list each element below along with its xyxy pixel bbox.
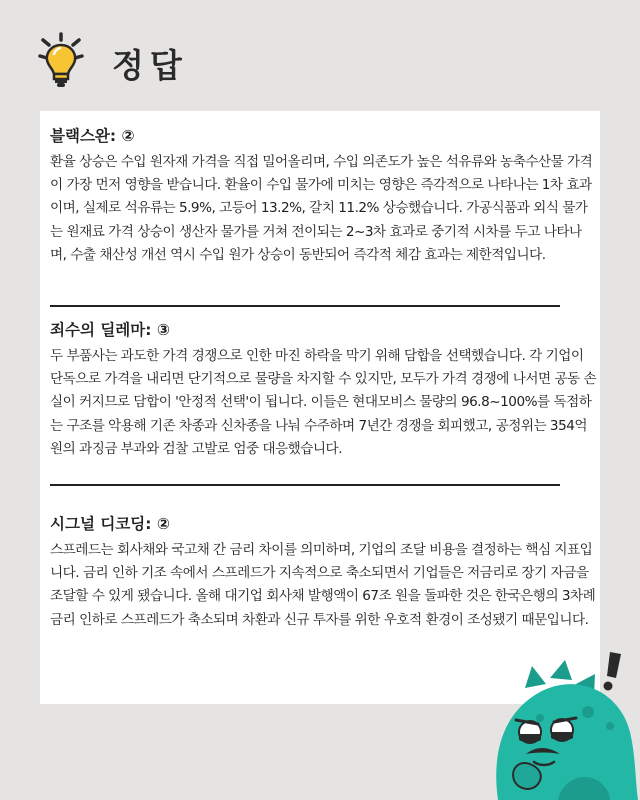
section-title: 죄수의 딜레마: ③ <box>50 321 170 339</box>
answer-section-prisoners-dilemma <box>50 318 598 461</box>
section-divider <box>50 305 560 307</box>
section-title: 블랙스완: ② <box>50 127 135 145</box>
section-divider <box>50 484 560 486</box>
section-body: 스프레드는 회사채와 국고채 간 금리 차이를 의미하며, 기업의 조달 비용을 결정하는 핵심 지표입니다. 금리 인하 기조 속에서 스프레드가 지속적으로 축소되면서 기업들은 저금리로 장기 자금을 조달할 수 있게 됐습니다. 올해 대기업 회사채 발행액이 67조 원을 돌파한 것은 한국은행의 3차례 금리 인하로 스프레드가 축소되며 차환과 신규 투자를 위한 우호적 환경이 조성됐기 때문입니다. <box>50 542 596 628</box>
header <box>34 32 334 92</box>
answer-section-signal-decoding <box>50 512 598 632</box>
answer-section-black-swan <box>50 124 598 267</box>
section-body: 두 부품사는 과도한 가격 경쟁으로 인한 마진 하락을 막기 위해 담합을 선택했습니다. 각 기업이 단독으로 가격을 내리면 단기적으로 물량을 차지할 수 있지만, 모두가 가격 경쟁에 나서면 공동 손실이 커지므로 담합이 '안정적 선택'이 됩니다. 이들은 현대모비스 물량의 96.8~100%를 독점하는 구조를 악용해 기존 차종과 신차종을 나눠 수주하며 7년간 경쟁을 회피했고, 공정위는 354억 원의 과징금 부과와 검찰 고발로 엄중 대응했습니다. <box>50 348 597 457</box>
answer-card <box>40 111 600 704</box>
section-title: 시그널 디코딩: ② <box>50 515 170 533</box>
lightbulb-icon <box>34 32 96 94</box>
dinosaur-mascot-icon <box>470 648 640 800</box>
section-body: 환율 상승은 수입 원자재 가격을 직접 밀어올리며, 수입 의존도가 높은 석유류와 농축수산물 가격이 가장 먼저 영향을 받습니다. 환율이 수입 물가에 미치는 영향은 즉각적으로 나타나는 1차 효과이며, 실제로 석유류는 5.9%, 고등어 13.2%, 갈치 11.2% 상승했습니다. 가공식품과 외식 물가는 원재료 가격 상승이 생산자 물가를 거쳐 전이되는 2~3차 효과로 중기적 시차를 두고 나타나며, 수출 채산성 개선 역시 수입 원가 상승이 동반되어 즉각적 체감 효과는 제한적입니다. <box>50 154 593 263</box>
page-title: 정답 <box>112 46 188 85</box>
